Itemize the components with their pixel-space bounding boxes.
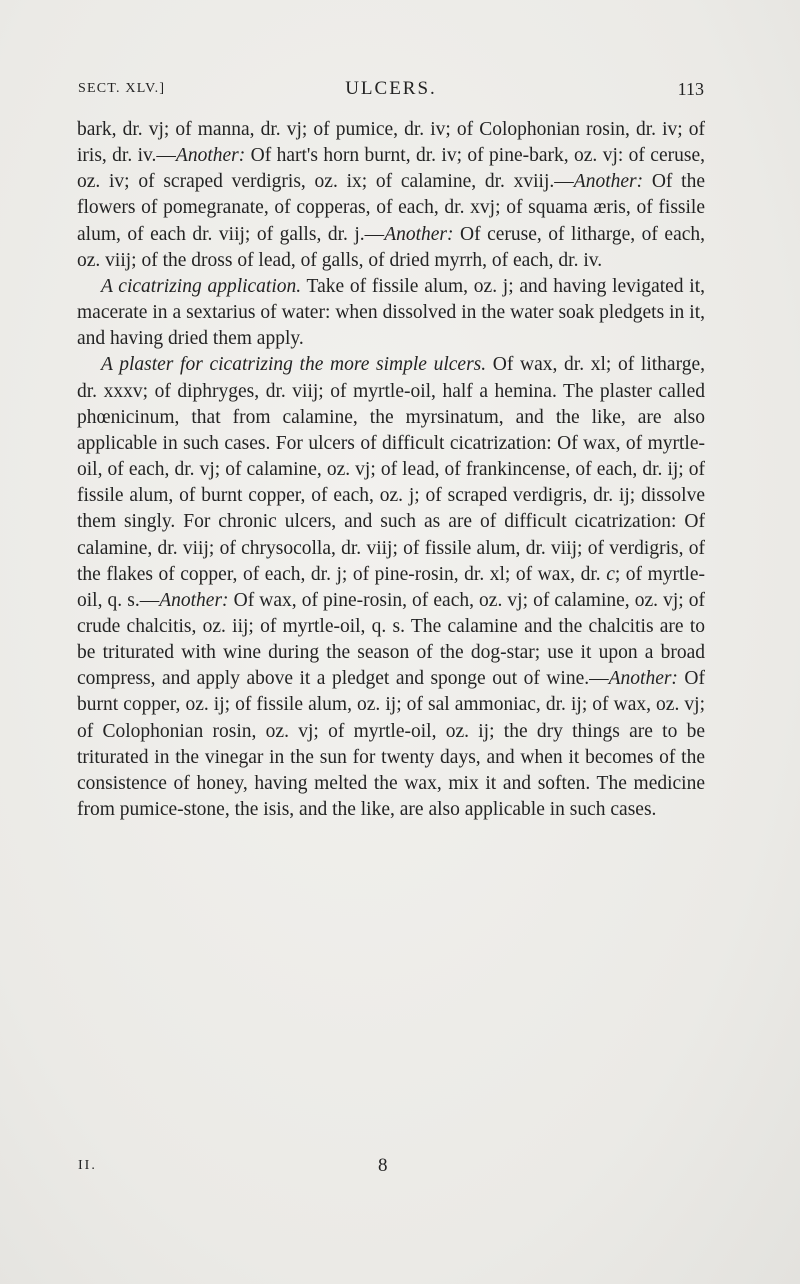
volume-signature: II. <box>78 1158 97 1173</box>
text-run: Of hart's horn burnt, dr. iv; of pine-bark, oz. vj: of ceruse, oz. iv; of scraped verdigris, oz. ix; of calamine, dr. xviij.— <box>77 145 705 193</box>
text-run: Of the flowers of pomegranate, of copperas, of each, dr. xvj; of squama æris, of fissile alum, of each dr. viij; of galls, dr. j.— <box>77 171 705 245</box>
running-title: ULCERS. <box>345 78 437 99</box>
text-run: Of wax, dr. xl; of litharge, dr. xxxv; of diphryges, dr. viij; of myrtle-oil, half a hemina. The plaster called phœnicinum, that from calamine, the myrsinatum, and the like, are also applicable in such cases. For ulcers of difficult cicatrization: Of wax, of myrtle-oil, of each, dr. vj; of calamine, oz. vj; of lead, of frankincense, of each, dr. ij; of fissile alum, of burnt copper, of each, oz. j; of scraped verdigris, dr. ij; dissolve them singly. For chronic ulcers, and such as are of difficult cicatrization: Of calamine, dr. viij; of chrysocolla, dr. viij; of fissile alum, dr. viij; of verdigris, of the flakes of copper, of each, dr. j; of pine-rosin, dr. xl; of wax, dr. <box>77 354 705 585</box>
page-number: 113 <box>677 79 704 99</box>
text-run: Of burnt copper, oz. ij; of fissile alum, oz. ij; of sal ammoniac, dr. ij; of wax, oz. vj; of Colophonian rosin, oz. vj; of myrtle-oil, oz. ij; the dry things are to be triturated in the vinegar in the sun for twenty days, and when it becomes of the consistence of honey, having melted the wax, mix it and soften. The medicine from pumice-stone, the isis, and the like, are also applicable in such cases. <box>77 668 705 821</box>
italic-text: A plaster for cicatrizing the more simple ulcers. <box>101 354 487 376</box>
italic-text: Another: <box>573 171 644 193</box>
text-run: Take of fissile alum, oz. j; and having levigated it, macerate in a sextarius of water: when dissolved in the water soak pledgets in it, and having dried them apply. <box>77 275 706 350</box>
body-text <box>77 117 705 823</box>
italic-text: Another: <box>175 145 246 167</box>
section-reference: SECT. XLV.] <box>78 81 166 96</box>
page-footer <box>78 1155 704 1179</box>
sheet-signature: 8 <box>378 1155 388 1176</box>
text-run: bark, dr. vj; of manna, dr. vj; of pumice, dr. iv; of Colophonian rosin, dr. iv; of iris, dr. iv.— <box>77 119 705 167</box>
italic-text: Another: <box>608 668 678 690</box>
italic-text: Another: <box>159 589 229 611</box>
text-run: Of wax, of pine-rosin, of each, oz. vj; of calamine, oz. vj; of crude chalcitis, oz. iij; of myrtle-oil, q. s. The calamine and the chalcitis are to be triturated with wine during the season of the dog-star; use it upon a broad compress, and apply above it a pledget and sponge out of wine.— <box>77 589 705 690</box>
running-header <box>78 78 704 100</box>
paragraph <box>77 274 705 352</box>
italic-text: c <box>606 563 615 585</box>
italic-text: A cicatrizing application. <box>101 275 302 297</box>
text-run: ; of myrtle-oil, q. s.— <box>77 563 705 611</box>
paragraph <box>77 352 705 823</box>
italic-text: Another: <box>384 223 454 245</box>
text-run: Of ceruse, of litharge, of each, oz. viij; of the dross of lead, of galls, of dried myrrh, of each, dr. iv. <box>77 223 706 271</box>
paragraph <box>77 117 705 274</box>
